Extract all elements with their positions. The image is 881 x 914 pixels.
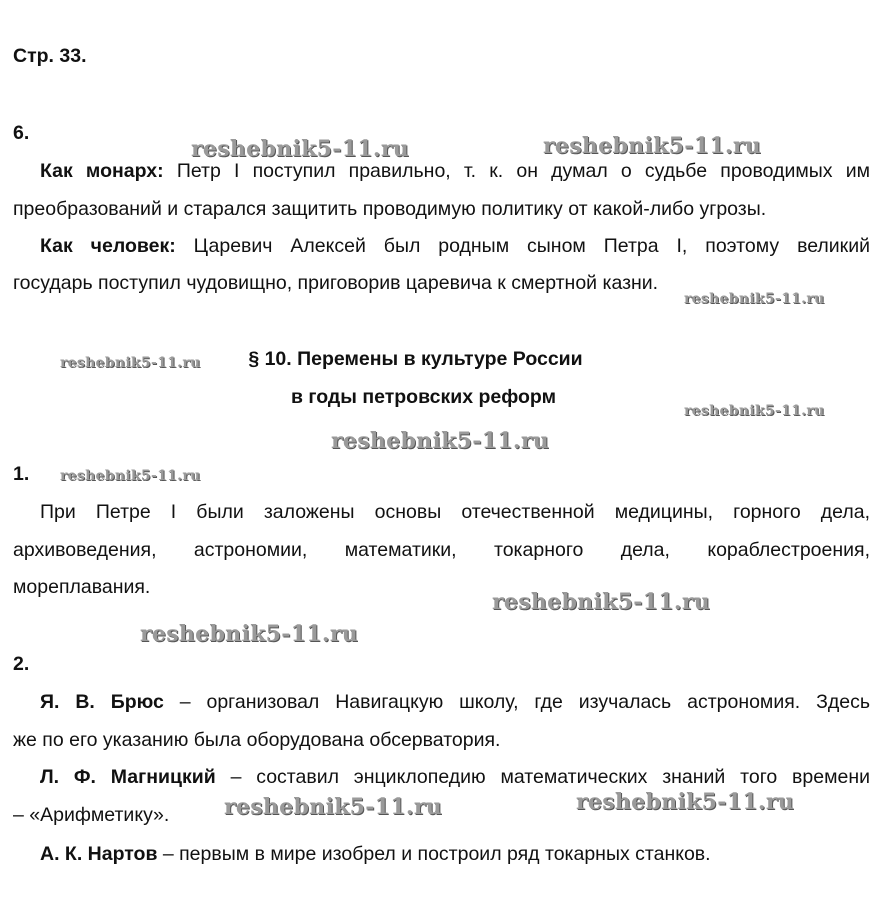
section-1-text-line1: При Петре I были заложены основы отечественной медицины, горного дела,	[40, 501, 870, 523]
watermark: reshebnik5-11.ru	[492, 589, 711, 615]
monarch-label: Как монарх:	[40, 160, 164, 182]
section-2-number: 2.	[13, 653, 30, 675]
watermark: reshebnik5-11.ru	[331, 428, 550, 454]
section-1-text-line2: архивоведения, астрономии, математики, токарного дела, кораблестроения,	[13, 539, 870, 561]
section-6-monarch-paragraph	[40, 159, 870, 183]
watermark: reshebnik5-11.ru	[576, 789, 795, 815]
person-text-line1: Царевич Алексей был родным сыном Петра I, поэтому великий	[193, 235, 870, 257]
chapter-title-line1: § 10. Перемены в культуре России	[248, 348, 583, 370]
page-number: Стр. 33.	[13, 45, 87, 67]
section-1-text-line3: мореплавания.	[13, 576, 151, 598]
bruce-paragraph	[40, 690, 870, 714]
watermark: reshebnik5-11.ru	[191, 136, 410, 162]
person-text-line2: государь поступил чудовищно, приговорив царевича к смертной казни.	[13, 272, 659, 294]
section-6-person-paragraph	[40, 234, 870, 258]
watermark: reshebnik5-11.ru	[684, 403, 825, 419]
nartov-paragraph	[40, 842, 711, 866]
magnitsky-label: Л. Ф. Магницкий	[40, 766, 216, 788]
watermark: reshebnik5-11.ru	[60, 468, 201, 484]
watermark: reshebnik5-11.ru	[224, 794, 443, 820]
section-1-number: 1.	[13, 463, 30, 485]
magnitsky-paragraph	[40, 765, 870, 789]
monarch-text-line2: преобразований и старался защитить проводимую политику от какой-либо угрозы.	[13, 198, 767, 220]
person-label: Как человек:	[40, 235, 176, 257]
nartov-text-line1: – первым в мире изобрел и построил ряд токарных станков.	[162, 843, 711, 865]
chapter-title-line2: в годы петровских реформ	[290, 386, 557, 408]
magnitsky-text-line1: – составил энциклопедию математических знаний того времени	[230, 766, 871, 788]
monarch-text-line1: Петр I поступил правильно, т. к. он думал о судьбе проводимых им	[176, 160, 871, 182]
watermark: reshebnik5-11.ru	[684, 291, 825, 307]
watermark: reshebnik5-11.ru	[140, 621, 359, 647]
nartov-label: А. К. Нартов	[40, 843, 158, 865]
section-6-number: 6.	[13, 122, 30, 144]
watermark: reshebnik5-11.ru	[60, 355, 201, 371]
bruce-text-line1: – организовал Навигацкую школу, где изучалась астрономия. Здесь	[179, 691, 870, 713]
watermark: reshebnik5-11.ru	[543, 133, 762, 159]
bruce-label: Я. В. Брюс	[40, 691, 164, 713]
magnitsky-text-line2: – «Арифметику».	[13, 804, 170, 826]
bruce-text-line2: же по его указанию была оборудована обсерватория.	[13, 729, 501, 751]
